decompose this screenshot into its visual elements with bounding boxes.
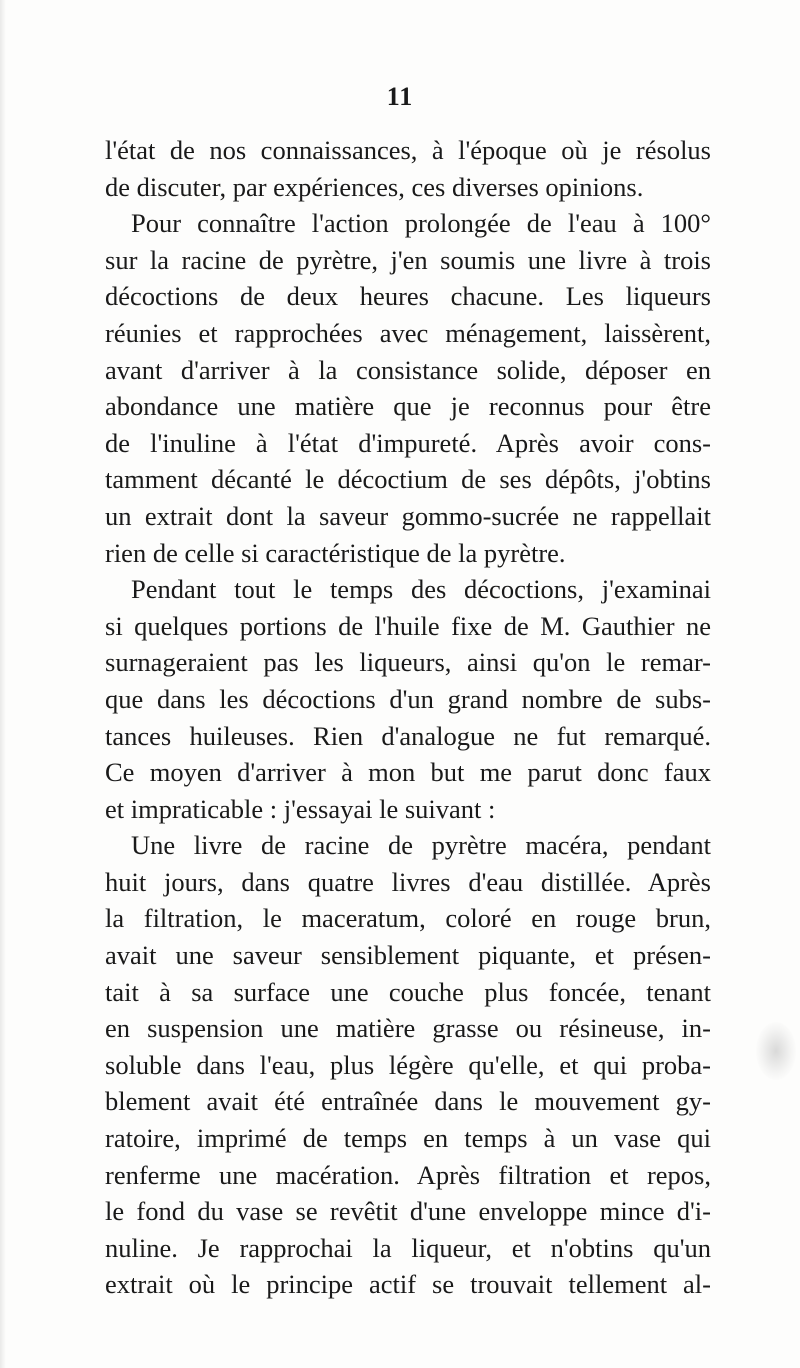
- text-line: Une livre de racine de pyrètre macéra, pendant: [131, 830, 711, 861]
- text-line: que dans les décoctions d'un grand nombre de subs-: [105, 683, 711, 714]
- text-line: en suspension une matière grasse ou résineuse, in-: [105, 1013, 711, 1044]
- text-line: rien de celle si caractéristique de la pyrètre.: [105, 537, 566, 568]
- text-line: réunies et rapprochées avec ménagement, laissèrent,: [105, 317, 711, 348]
- text-line: le fond du vase se revêtit d'une enveloppe mince d'i-: [105, 1196, 711, 1227]
- text-line: tamment décanté le décoctium de ses dépôts, j'obtins: [105, 464, 711, 495]
- text-line: surnageraient pas les liqueurs, ainsi qu'on le remar-: [105, 647, 711, 678]
- text-line: extrait où le principe actif se trouvait tellement al-: [105, 1269, 711, 1300]
- text-line: abondance une matière que je reconnus pour être: [105, 391, 711, 422]
- text-line: tances huileuses. Rien d'analogue ne fut remarqué.: [105, 720, 711, 751]
- text-line: tait à sa surface une couche plus foncée, tenant: [105, 976, 711, 1007]
- text-line: avait une saveur sensiblement piquante, et présen-: [105, 940, 711, 971]
- body-text: [105, 132, 711, 1303]
- text-line: décoctions de deux heures chacune. Les liqueurs: [105, 281, 711, 312]
- text-line: et impraticable : j'essayai le suivant :: [105, 793, 496, 824]
- text-line: avant d'arriver à la consistance solide, déposer en: [105, 354, 711, 385]
- page-edge-shadow: [0, 0, 6, 1368]
- text-line: la filtration, le maceratum, coloré en rouge brun,: [105, 903, 711, 934]
- page-number: 11: [386, 82, 414, 111]
- text-line: de l'inuline à l'état d'impureté. Après avoir cons-: [105, 427, 711, 458]
- text-line: blement avait été entraînée dans le mouvement gy-: [105, 1086, 711, 1117]
- margin-stain: [756, 1022, 796, 1080]
- text-line: soluble dans l'eau, plus légère qu'elle, et qui proba-: [105, 1049, 711, 1080]
- text-line: un extrait dont la saveur gommo-sucrée ne rappellait: [105, 500, 711, 531]
- text-line: Pour connaître l'action prolongée de l'eau à 100°: [131, 208, 711, 239]
- text-line: de discuter, par expériences, ces diverses opinions.: [105, 171, 644, 202]
- text-line: si quelques portions de l'huile fixe de M. Gauthier ne: [105, 610, 711, 641]
- text-line: sur la racine de pyrètre, j'en soumis une livre à trois: [105, 244, 711, 275]
- text-line: renferme une macération. Après filtration et repos,: [105, 1159, 711, 1190]
- text-line: l'état de nos connaissances, à l'époque où je résolus: [105, 135, 711, 165]
- text-line: Pendant tout le temps des décoctions, j'examinai: [131, 574, 711, 605]
- text-line: nuline. Je rapprochai la liqueur, et n'obtins qu'un: [105, 1232, 711, 1263]
- text-line: huit jours, dans quatre livres d'eau distillée. Après: [105, 866, 711, 897]
- text-line: ratoire, imprimé de temps en temps à un vase qui: [105, 1123, 711, 1154]
- text-line: Ce moyen d'arriver à mon but me parut donc faux: [105, 757, 711, 788]
